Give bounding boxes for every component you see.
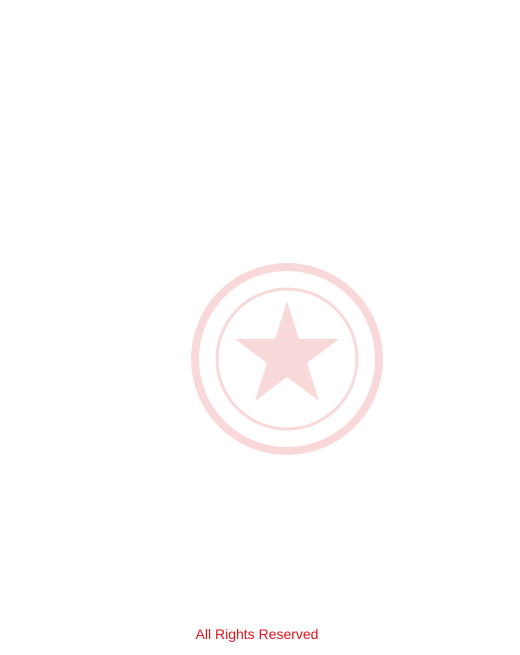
- watermark-logo-icon: [187, 259, 387, 459]
- article-body: [12, 44, 508, 612]
- page-footer: [12, 623, 508, 645]
- article-headline: [12, 10, 508, 40]
- all-rights-reserved-label: All Rights Reserved: [195, 626, 319, 642]
